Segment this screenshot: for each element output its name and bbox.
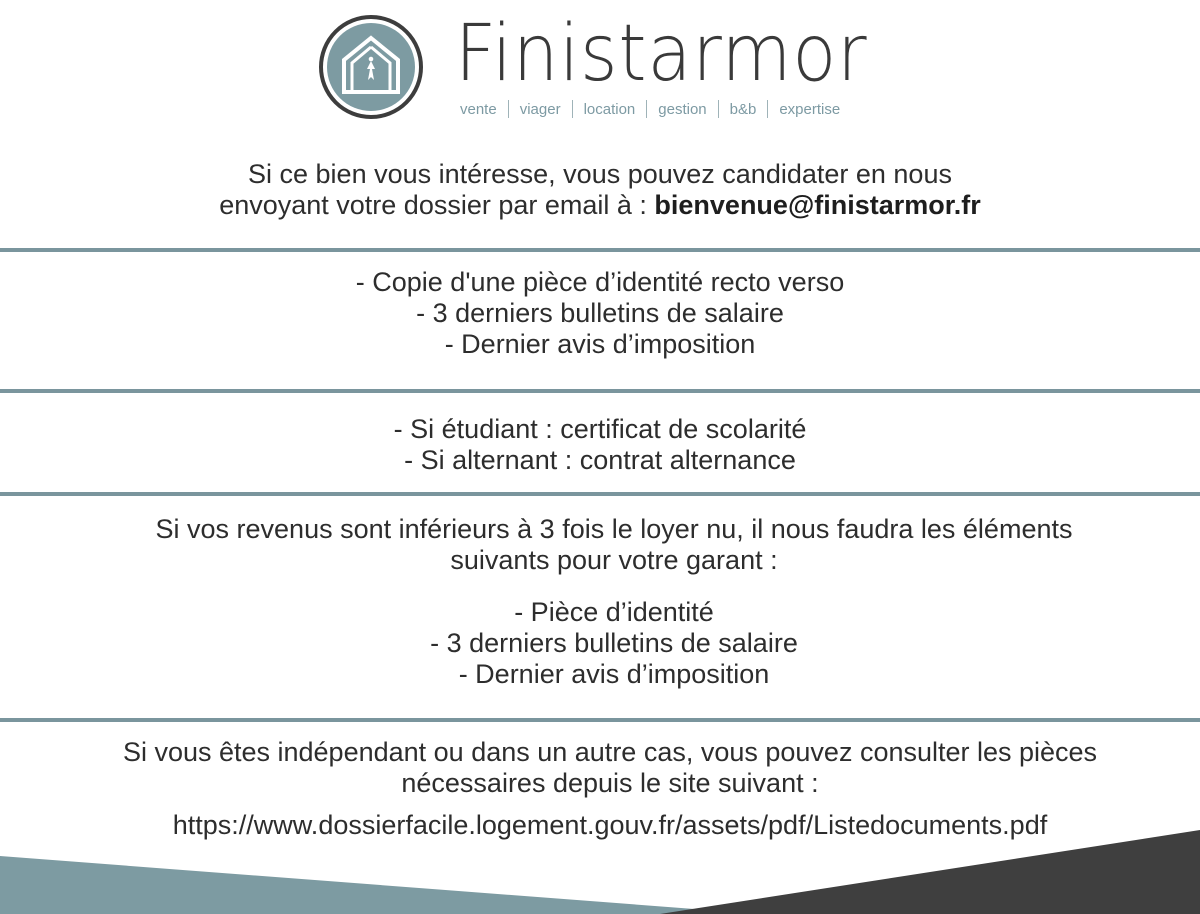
list-item: - Dernier avis d’imposition — [458, 659, 770, 689]
list-item: - 3 derniers bulletins de salaire — [430, 628, 798, 658]
garant-documents-list — [14, 597, 1200, 690]
garant-intro-line-2: suivants pour votre garant : — [450, 545, 778, 575]
section-divider — [0, 389, 1200, 393]
intro-line-1: Si ce bien vous intéresse, vous pouvez candidater en nous — [248, 159, 952, 189]
list-item: - Copie d'une pièce d’identité recto verso — [355, 267, 845, 297]
url-link: https://www.dossierfacile.logement.gouv.fr/assets/pdf/Listedocuments.pdf — [172, 810, 1048, 840]
section-divider — [0, 718, 1200, 722]
service-gestion: gestion — [658, 100, 707, 118]
services-list — [449, 98, 851, 120]
garant-intro — [14, 514, 1200, 576]
required-documents-list — [0, 267, 1200, 360]
section-divider — [0, 248, 1200, 252]
list-item: - Dernier avis d’imposition — [444, 329, 756, 359]
garant-intro-line-1: Si vos revenus sont inférieurs à 3 fois le loyer nu, il nous faudra les éléments — [155, 514, 1073, 544]
section-divider — [0, 492, 1200, 496]
list-item: - Si alternant : contrat alternance — [404, 445, 796, 475]
status-documents-list — [0, 414, 1200, 476]
brand-name: Finistarmor — [455, 9, 868, 99]
service-expertise: expertise — [779, 100, 841, 118]
footer-dark-band — [660, 830, 1200, 914]
contact-email: bienvenue@finistarmor.fr — [654, 190, 981, 220]
intro-line-2 — [0, 190, 1200, 221]
list-item: - Pièce d’identité — [514, 597, 714, 627]
service-viager: viager — [519, 100, 561, 118]
service-location: location — [583, 100, 636, 118]
other-line-1: Si vous êtes indépendant ou dans un autre cas, vous pouvez consulter les pièces — [122, 737, 1098, 767]
other-line-2: nécessaires depuis le site suivant : — [401, 768, 819, 798]
list-item: - Si étudiant : certificat de scolarité — [393, 414, 807, 444]
intro-prefix: envoyant votre dossier par email à : — [219, 190, 655, 220]
list-item: - 3 derniers bulletins de salaire — [416, 298, 784, 328]
intro-text — [0, 159, 1200, 221]
footer-decoration — [0, 820, 1200, 914]
service-vente: vente — [460, 100, 497, 118]
header — [0, 0, 1200, 130]
other-cases-text — [10, 737, 1200, 799]
house-logo-icon — [318, 14, 424, 120]
footer-light-band — [0, 856, 760, 914]
service-bnb: b&b — [729, 100, 757, 118]
